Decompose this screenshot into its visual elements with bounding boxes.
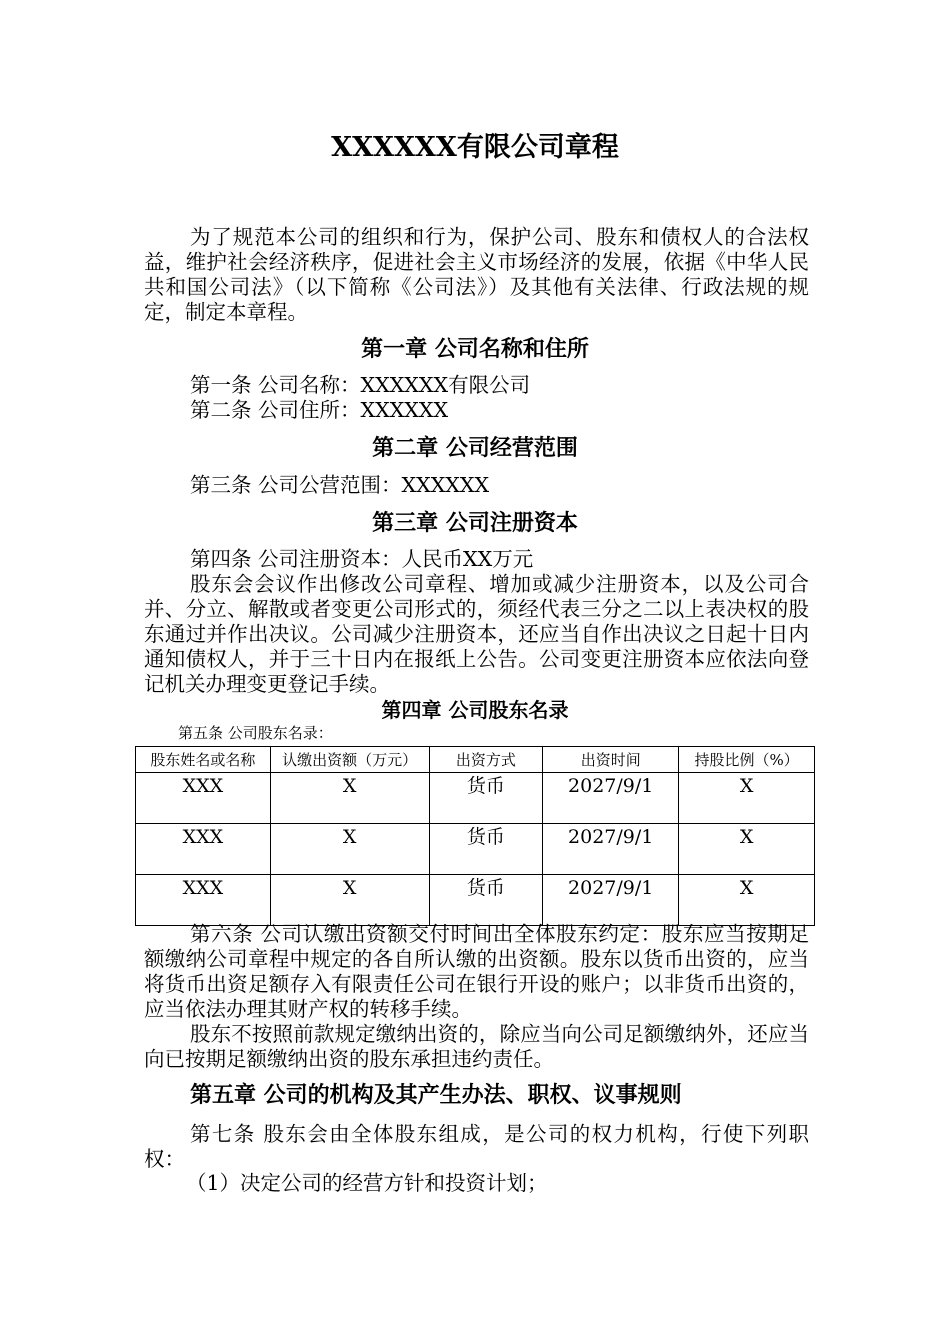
chapter-1-heading: 第一章 公司名称和住所 [361, 336, 589, 362]
article-7-paragraph: 第七条 股东会由全体股东组成，是公司的权力机构，行使下列职权： [144, 1122, 809, 1171]
chapter-3-heading: 第三章 公司注册资本 [372, 510, 578, 536]
cell-ratio: X [679, 824, 815, 875]
col-header-method: 出资方式 [429, 747, 543, 773]
cell-amount: X [270, 875, 429, 926]
cell-method: 货币 [429, 824, 543, 875]
chapter-2-heading: 第二章 公司经营范围 [372, 435, 578, 461]
cell-name: XXX [136, 824, 271, 875]
cell-date: 2027/9/1 [543, 875, 679, 926]
chapter-5-heading: 第五章 公司的机构及其产生办法、职权、议事规则 [190, 1082, 682, 1108]
article-4: 第四条 公司注册资本：人民币XX万元 [190, 547, 534, 571]
col-header-amount: 认缴出资额（万元） [270, 747, 429, 773]
cell-date: 2027/9/1 [543, 773, 679, 824]
item-1: （1）决定公司的经营方针和投资计划； [186, 1171, 548, 1195]
article-3: 第三条 公司公营范围：XXXXXX [190, 473, 490, 497]
table-row [136, 875, 815, 926]
capital-change-paragraph: 股东会会议作出修改公司章程、增加或减少注册资本，以及公司合并、分立、解散或者变更公司形式的，须经代表三分之二以上表决权的股东通过并作出决议。公司减少注册资本，还应当自作出决议之日起十日内通知债权人，并于三十日内在报纸上公告。公司变更注册资本应依法向登记机关办理变更登记手续。 [144, 572, 809, 696]
col-header-date: 出资时间 [543, 747, 679, 773]
cell-amount: X [270, 824, 429, 875]
article-5-caption: 第五条 公司股东名录： [178, 724, 333, 742]
document-title: XXXXXX有限公司章程 [331, 132, 619, 163]
col-header-ratio: 持股比例（%） [679, 747, 815, 773]
cell-name: XXX [136, 875, 271, 926]
cell-name: XXX [136, 773, 271, 824]
col-header-name: 股东姓名或名称 [136, 747, 271, 773]
shareholder-table [135, 746, 815, 926]
table-row [136, 824, 815, 875]
article-1: 第一条 公司名称：XXXXXX有限公司 [190, 373, 531, 397]
table-row [136, 773, 815, 824]
cell-date: 2027/9/1 [543, 824, 679, 875]
cell-method: 货币 [429, 875, 543, 926]
article-2: 第二条 公司住所：XXXXXX [190, 398, 449, 422]
default-liability-paragraph: 股东不按照前款规定缴纳出资的，除应当向公司足额缴纳外，还应当向已按期足额缴纳出资的股东承担违约责任。 [144, 1022, 809, 1071]
table-header-row [136, 747, 815, 773]
cell-method: 货币 [429, 773, 543, 824]
article-6-paragraph: 第六条 公司认缴出资额交付时间出全体股东约定：股东应当按期足额缴纳公司章程中规定的各自所认缴的出资额。股东以货币出资的，应当将货币出资足额存入有限责任公司在银行开设的账户；以非货币出资的，应当依法办理其财产权的转移手续。 [144, 922, 809, 1021]
chapter-4-heading: 第四章 公司股东名录 [381, 698, 569, 722]
preamble-paragraph: 为了规范本公司的组织和行为，保护公司、股东和债权人的合法权益，维护社会经济秩序，促进社会主义市场经济的发展，依据《中华人民共和国公司法》（以下简称《公司法》）及其他有关法律、行政法规的规定，制定本章程。 [144, 225, 809, 324]
cell-ratio: X [679, 773, 815, 824]
cell-amount: X [270, 773, 429, 824]
cell-ratio: X [679, 875, 815, 926]
